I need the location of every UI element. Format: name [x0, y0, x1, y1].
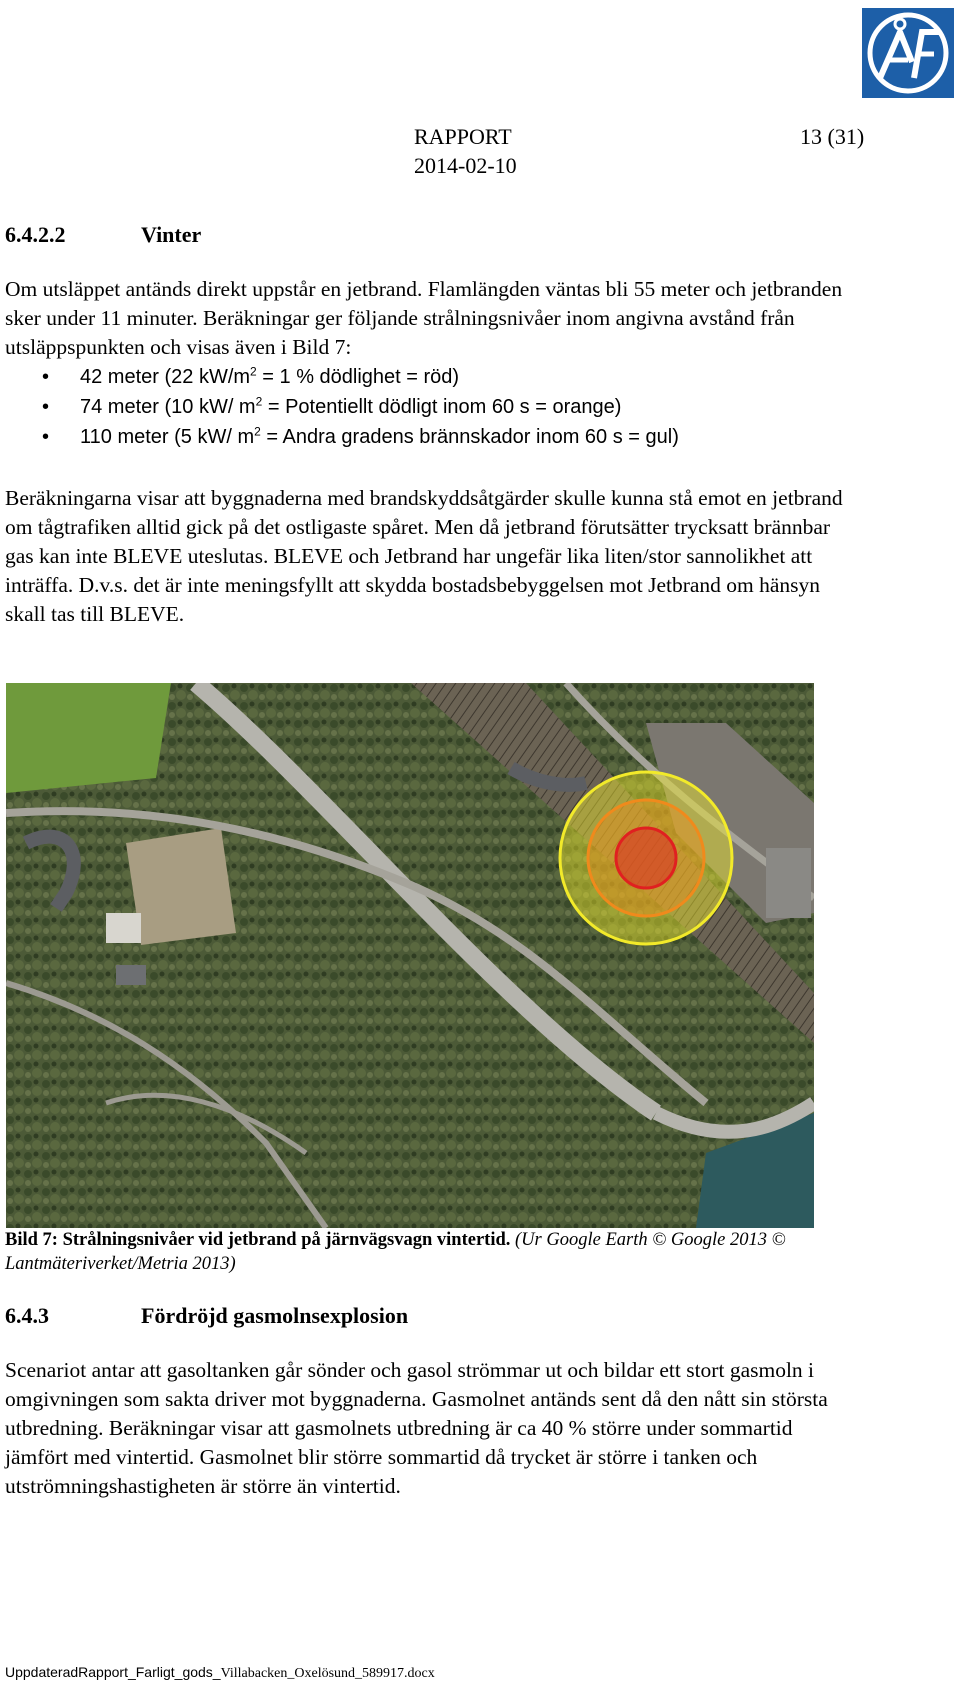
conclusion-paragraph: Beräkningarna visar att byggnaderna med brandskyddsåtgärder skulle kunna stå emot en jetbrand om tågtrafiken alltid gick på det ostligaste spåret. Men då jetbrand förutsätter trycksatt brännbar gas kan inte BLEVE uteslutas. BLEVE och Jetbrand har ungefär lika liten/stor sannolikhet att inträffa. D.v.s. det är inte meningsfyllt att skydda bostadsbebyggelsen mot Jetbrand om hänsyn skall tas till BLEVE.	[5, 486, 843, 626]
figure-caption	[5, 1228, 865, 1276]
section-number: 6.4.3	[5, 1303, 49, 1328]
af-logo-graphic	[862, 8, 954, 98]
aerial-photo-svg	[6, 683, 814, 1228]
building	[766, 848, 811, 918]
af-logo	[862, 8, 954, 98]
section-number: 6.4.2.2	[5, 222, 66, 247]
caption-source: (Ur Google Earth © Google 2013 © Lantmäteriverket/Metria 2013)	[5, 1230, 786, 1274]
caption-title: Bild 7: Strålningsnivåer vid jetbrand på järnvägsvagn vintertid.	[5, 1230, 511, 1250]
intro-paragraph	[5, 275, 855, 452]
list-item: • 110 meter (5 kW/ $m^2$ = Andra gradens brännskador inom 60 s = gul)	[5, 422, 855, 452]
radiation-levels-list	[5, 362, 855, 452]
list-item: • 42 meter (22 $kW/m^2 = 1$ % dödlighet = röd)	[5, 362, 855, 392]
section-title: Fördröjd gasmolnsexplosion	[141, 1303, 409, 1328]
radiation-zone-red	[616, 828, 676, 888]
bullet-icon: •	[42, 426, 50, 448]
list-item: • 74 meter (10 kW/ $m^2$ = Potentiellt dödligt inom 60 s = orange)	[5, 392, 855, 422]
building	[116, 965, 146, 985]
page-number: 13 (31)	[800, 124, 865, 149]
intro-text: Om utsläppet antänds direkt uppstår en jetbrand. Flamlängden väntas bli 55 meter och jetbranden sker under 11 minuter. Beräkningar ger följande strålningsnivåer inom angivna avstånd från utsläppspunkten och visas även i Bild 7:	[5, 277, 843, 359]
bullet-icon: •	[42, 396, 50, 418]
explosion-paragraph: Scenariot antar att gasoltanken går sönder och gasol strömmar ut och bildar ett stort gasmoln i omgivningen som sakta driver mot byggnaderna. Gasmolnet antänds sent då den nått sin största utbredning. Beräkningar visar att gasmolnets utbredning är ca 40 % större under sommartid jämfört med vintertid. Gasmolnet blir större sommartid då trycket är större i tanken och utströmningshastigheten är större än vintertid.	[5, 1358, 828, 1498]
section-title: Vinter	[141, 222, 202, 247]
open-clearing	[126, 828, 236, 945]
bullet-icon: •	[42, 366, 50, 388]
building	[106, 913, 141, 943]
document-filename: UppdateradRapport_Farligt_gods_Villabacken_Oxelösund_589917.docx	[5, 1664, 435, 1681]
report-date: 2014-02-10	[414, 153, 517, 178]
aerial-map	[6, 683, 814, 1228]
report-type: RAPPORT	[414, 124, 512, 149]
green-field	[6, 683, 171, 793]
